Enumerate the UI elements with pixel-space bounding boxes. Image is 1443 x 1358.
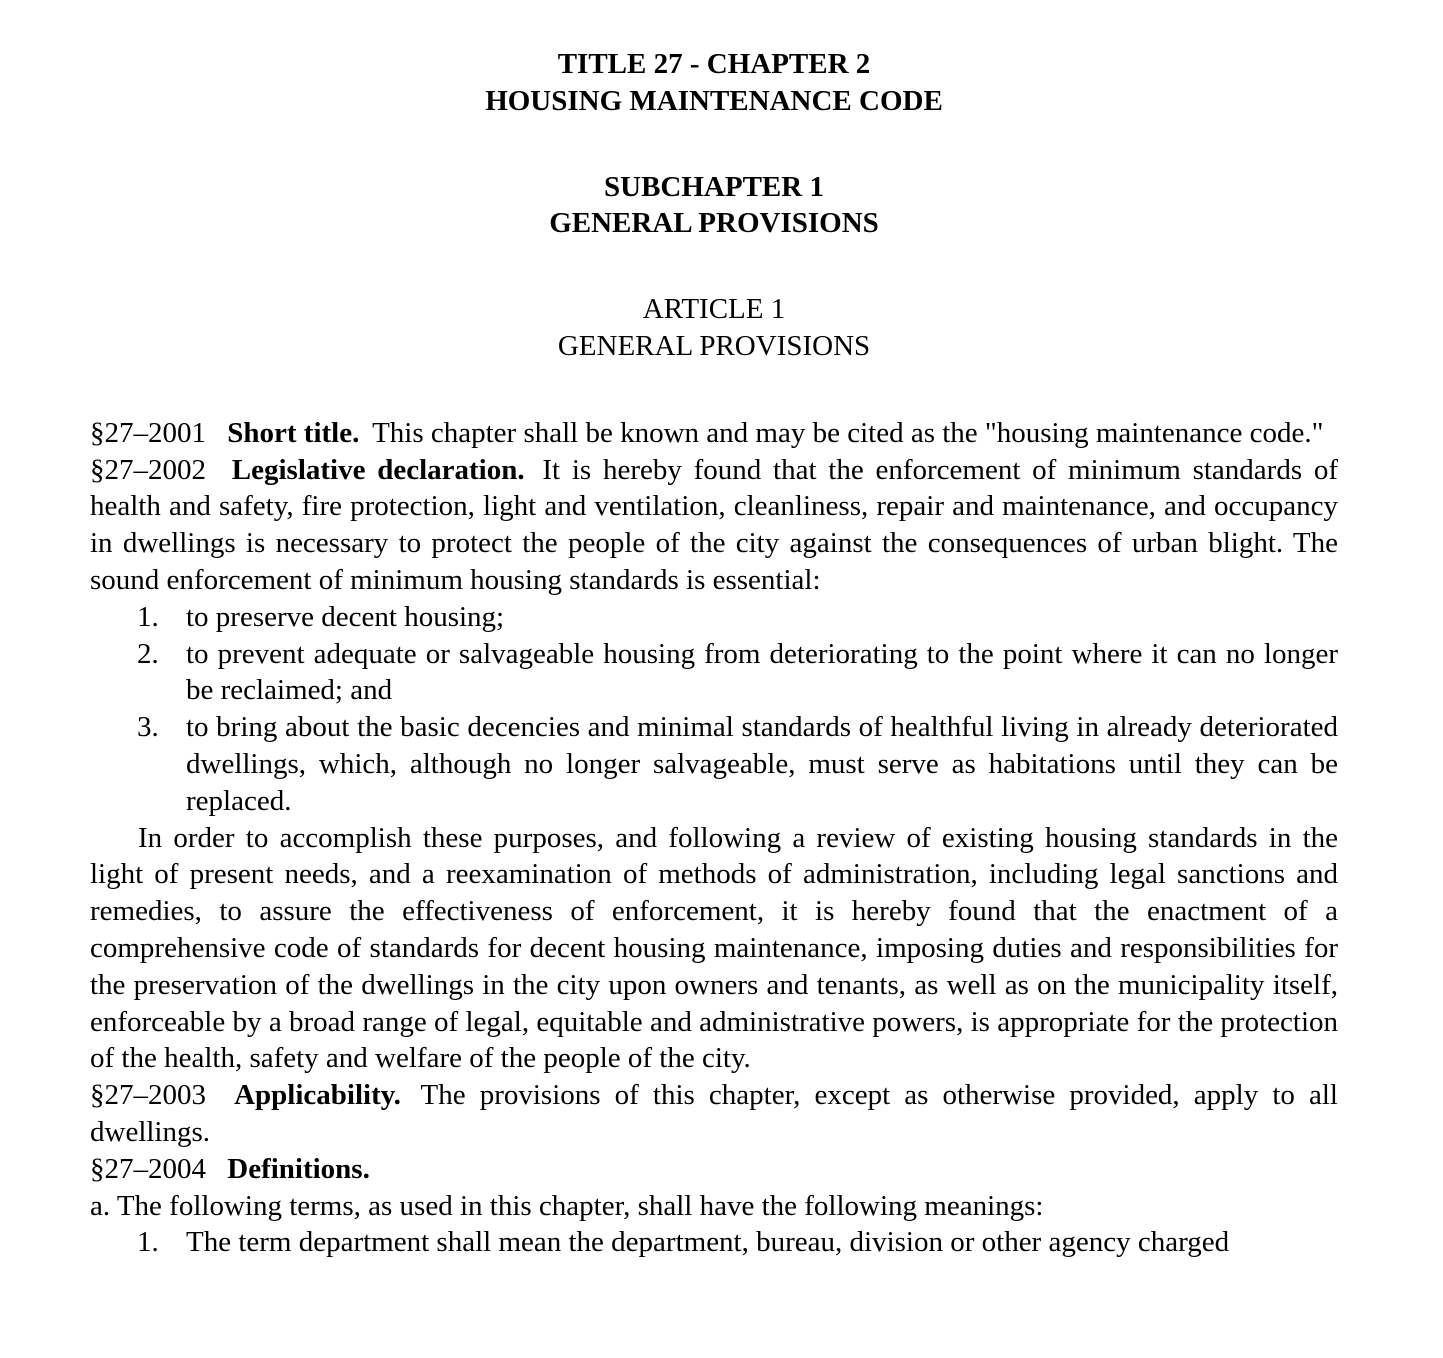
list-item [90,709,1338,819]
section-text: It is hereby found that the enforcement of minimum standards of health and safety, fire protection, light and ventilation, cleanliness, repair and maintenance, and occupancy in dwellings is necessary to protect the people of the city against the consequences of urban blight. The sound enforcement of minimum housing standards is essential: [90,453,1339,596]
title-line: TITLE 27 - CHAPTER 2 [557,48,871,80]
definitions-list [90,1224,1338,1261]
list-item-number: 3. [137,711,159,744]
code-name-line: HOUSING MAINTENANCE CODE [485,84,943,117]
section-title: Definitions. [227,1152,370,1185]
purposes-list [90,599,1338,820]
article-heading [90,291,1338,365]
section-number: §27–2003 [90,1079,206,1112]
article-name: GENERAL PROVISIONS [557,329,871,362]
list-item-number: 2. [137,637,159,670]
section-2004 [90,1151,1338,1188]
section-2001 [90,415,1338,452]
section-number: §27–2002 [90,453,206,486]
list-item [90,636,1338,710]
list-item-text: to preserve decent housing; [186,600,505,633]
subchapter-number: SUBCHAPTER 1 [604,170,824,203]
section-number: §27–2004 [90,1152,206,1185]
section-text: This chapter shall be known and may be cited as the "housing maintenance code." [372,416,1324,449]
list-item [90,1224,1338,1261]
section-text: The provisions of this chapter, except as otherwise provided, apply to all dwellings. [90,1079,1338,1148]
list-item-text: to bring about the basic decencies and minimal standards of healthful living in already deteriorated dwellings, which, although no longer salvageable, must serve as habitations until they can be replaced. [186,711,1338,817]
section-number: §27–2001 [90,416,206,449]
article-number: ARTICLE 1 [642,293,786,326]
subchapter-heading [90,169,1338,243]
list-item-number: 1. [137,1226,159,1259]
section-2002-closing: In order to accomplish these purposes, and following a review of existing housing standards in the light of present needs, and a reexamination of methods of administration, including legal sanctions and remedies, to assure the effectiveness of enforcement, it is hereby found that the enactment of a comprehensive code of standards for decent housing maintenance, imposing duties and responsibilities for the preservation of the dwellings in the city upon owners and tenants, as well as on the municipality itself, enforceable by a broad range of legal, equitable and administrative powers, is appropriate for the protection of the health, safety and welfare of the people of the city. [90,821,1338,1075]
list-item-text: The term department shall mean the department, bureau, division or other agency charged [186,1226,1230,1259]
definitions-intro: a. The following terms, as used in this chapter, shall have the following meanings: [90,1189,1044,1222]
list-item-text: to prevent adequate or salvageable housing from deteriorating to the point where it can no longer be reclaimed; and [186,637,1338,707]
section-title: Legislative declaration. [231,453,525,486]
list-item-number: 1. [137,600,159,633]
section-2002 [90,452,1338,599]
section-title: Applicability. [234,1079,401,1112]
document-page [90,46,1338,1261]
title-heading [90,46,1338,120]
list-item [90,599,1338,636]
section-2003 [90,1077,1338,1151]
subchapter-name: GENERAL PROVISIONS [549,207,879,240]
section-title: Short title. [227,416,360,449]
